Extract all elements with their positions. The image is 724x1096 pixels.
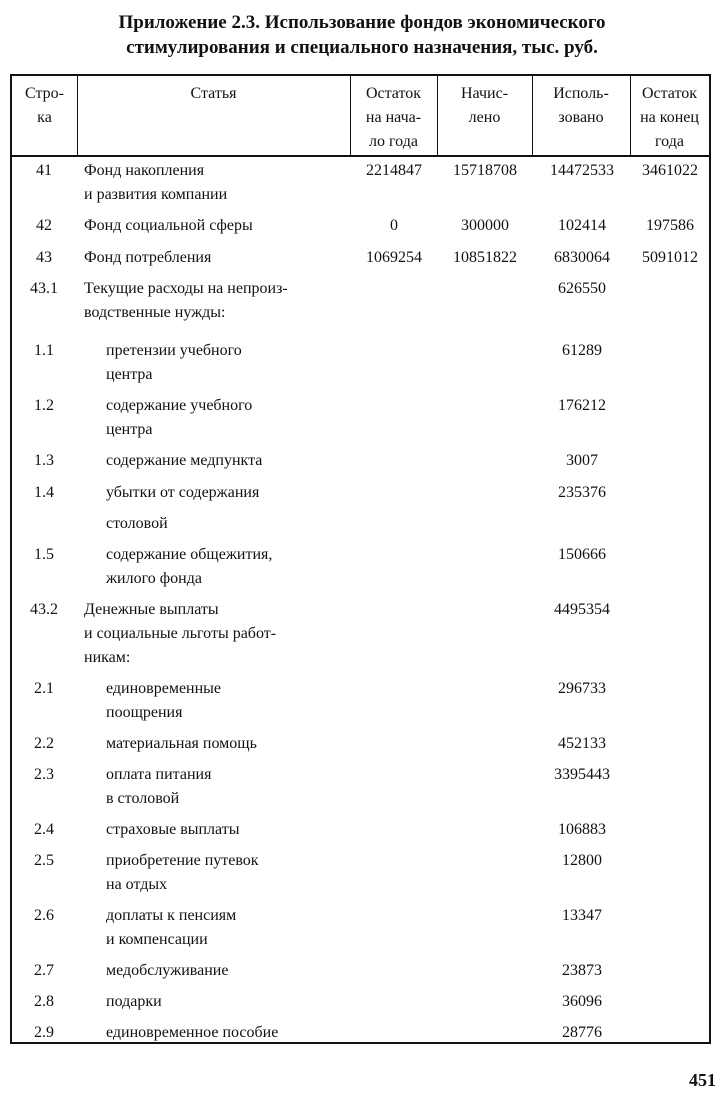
header-article: Статья <box>190 85 237 102</box>
end-balance: 3461022 <box>642 162 698 179</box>
row-article: оплата питания в столовой <box>106 766 212 807</box>
row-article: столовой <box>106 515 168 532</box>
row-article: Денежные выплаты и социальные льготы работ- никам: <box>84 601 277 666</box>
row-article: Текущие расходы на непроиз- водственные нужды: <box>84 280 288 321</box>
used-value: 61289 <box>562 342 602 359</box>
used-value: 102414 <box>558 217 606 234</box>
header-start-balance: Остаток на нача- ло года <box>365 85 422 150</box>
row-number: 2.1 <box>34 680 54 697</box>
row-article: Фонд потребления <box>84 249 212 266</box>
accrued-value: 15718708 <box>453 162 517 179</box>
row-number: 2.8 <box>34 993 54 1010</box>
row-article: содержание учебного центра <box>106 397 253 438</box>
used-value: 235376 <box>558 484 606 501</box>
row-number: 1.2 <box>34 397 54 414</box>
row-article: Фонд социальной сферы <box>84 217 253 234</box>
used-value: 23873 <box>562 962 602 979</box>
start-balance: 1069254 <box>366 249 422 266</box>
row-number: 41 <box>36 162 52 179</box>
used-value: 3007 <box>566 452 598 469</box>
start-balance: 2214847 <box>366 162 422 179</box>
row-article: медобслуживание <box>106 962 229 979</box>
row-article: доплаты к пенсиям и компенсации <box>106 907 237 948</box>
row-number: 2.3 <box>34 766 54 783</box>
row-number: 1.5 <box>34 546 54 563</box>
used-value: 626550 <box>558 280 606 297</box>
row-article: претензии учебного центра <box>106 342 242 383</box>
row-number: 2.5 <box>34 852 54 869</box>
used-value: 12800 <box>562 852 602 869</box>
header-used: Исполь- зовано <box>553 85 609 126</box>
header-end-balance: Остаток на конец года <box>640 85 699 150</box>
row-article: содержание медпункта <box>106 452 263 469</box>
row-article: Фонд накопления и развития компании <box>84 162 228 203</box>
used-value: 296733 <box>558 680 606 697</box>
row-number: 43.1 <box>30 280 58 297</box>
used-value: 6830064 <box>554 249 610 266</box>
page-number: 451 <box>689 1070 716 1090</box>
used-value: 36096 <box>562 993 602 1010</box>
accrued-value: 300000 <box>461 217 509 234</box>
row-number: 43 <box>36 249 52 266</box>
row-article: приобретение путевок на отдых <box>106 852 259 893</box>
row-number: 1.1 <box>34 342 54 359</box>
document-title <box>0 10 724 60</box>
used-value: 13347 <box>562 907 602 924</box>
accrued-value: 10851822 <box>453 249 517 266</box>
used-value: 28776 <box>562 1024 602 1041</box>
funds-table <box>10 74 711 1044</box>
row-article: страховые выплаты <box>106 821 240 838</box>
row-number: 2.2 <box>34 735 54 752</box>
used-value: 4495354 <box>554 601 610 618</box>
row-number: 2.9 <box>34 1024 54 1041</box>
row-number: 2.4 <box>34 821 54 838</box>
row-article: материальная помощь <box>106 735 257 752</box>
table-header <box>12 76 709 157</box>
end-balance: 197586 <box>646 217 694 234</box>
end-balance: 5091012 <box>642 249 698 266</box>
used-value: 452133 <box>558 735 606 752</box>
row-number: 1.3 <box>34 452 54 469</box>
start-balance: 0 <box>390 217 398 234</box>
row-number: 43.2 <box>30 601 58 618</box>
header-accrued: Начис- лено <box>460 85 509 126</box>
row-article: подарки <box>106 993 162 1010</box>
row-number: 42 <box>36 217 52 234</box>
header-row-number: Стро- ка <box>25 85 64 126</box>
used-value: 150666 <box>558 546 606 563</box>
row-article: убытки от содержания <box>106 484 260 501</box>
row-article: единовременное пособие <box>106 1024 279 1041</box>
row-article: единовременные поощрения <box>106 680 222 721</box>
row-number: 1.4 <box>34 484 54 501</box>
used-value: 14472533 <box>550 162 614 179</box>
title-line-1: Приложение 2.3. Использование фондов экономического <box>118 12 606 33</box>
row-number: 2.7 <box>34 962 54 979</box>
row-number: 2.6 <box>34 907 54 924</box>
title-line-2: стимулирования и специального назначения, тыс. руб. <box>126 37 598 58</box>
used-value: 3395443 <box>554 766 610 783</box>
used-value: 176212 <box>558 397 606 414</box>
used-value: 106883 <box>558 821 606 838</box>
row-article: содержание общежития, жилого фонда <box>106 546 273 587</box>
